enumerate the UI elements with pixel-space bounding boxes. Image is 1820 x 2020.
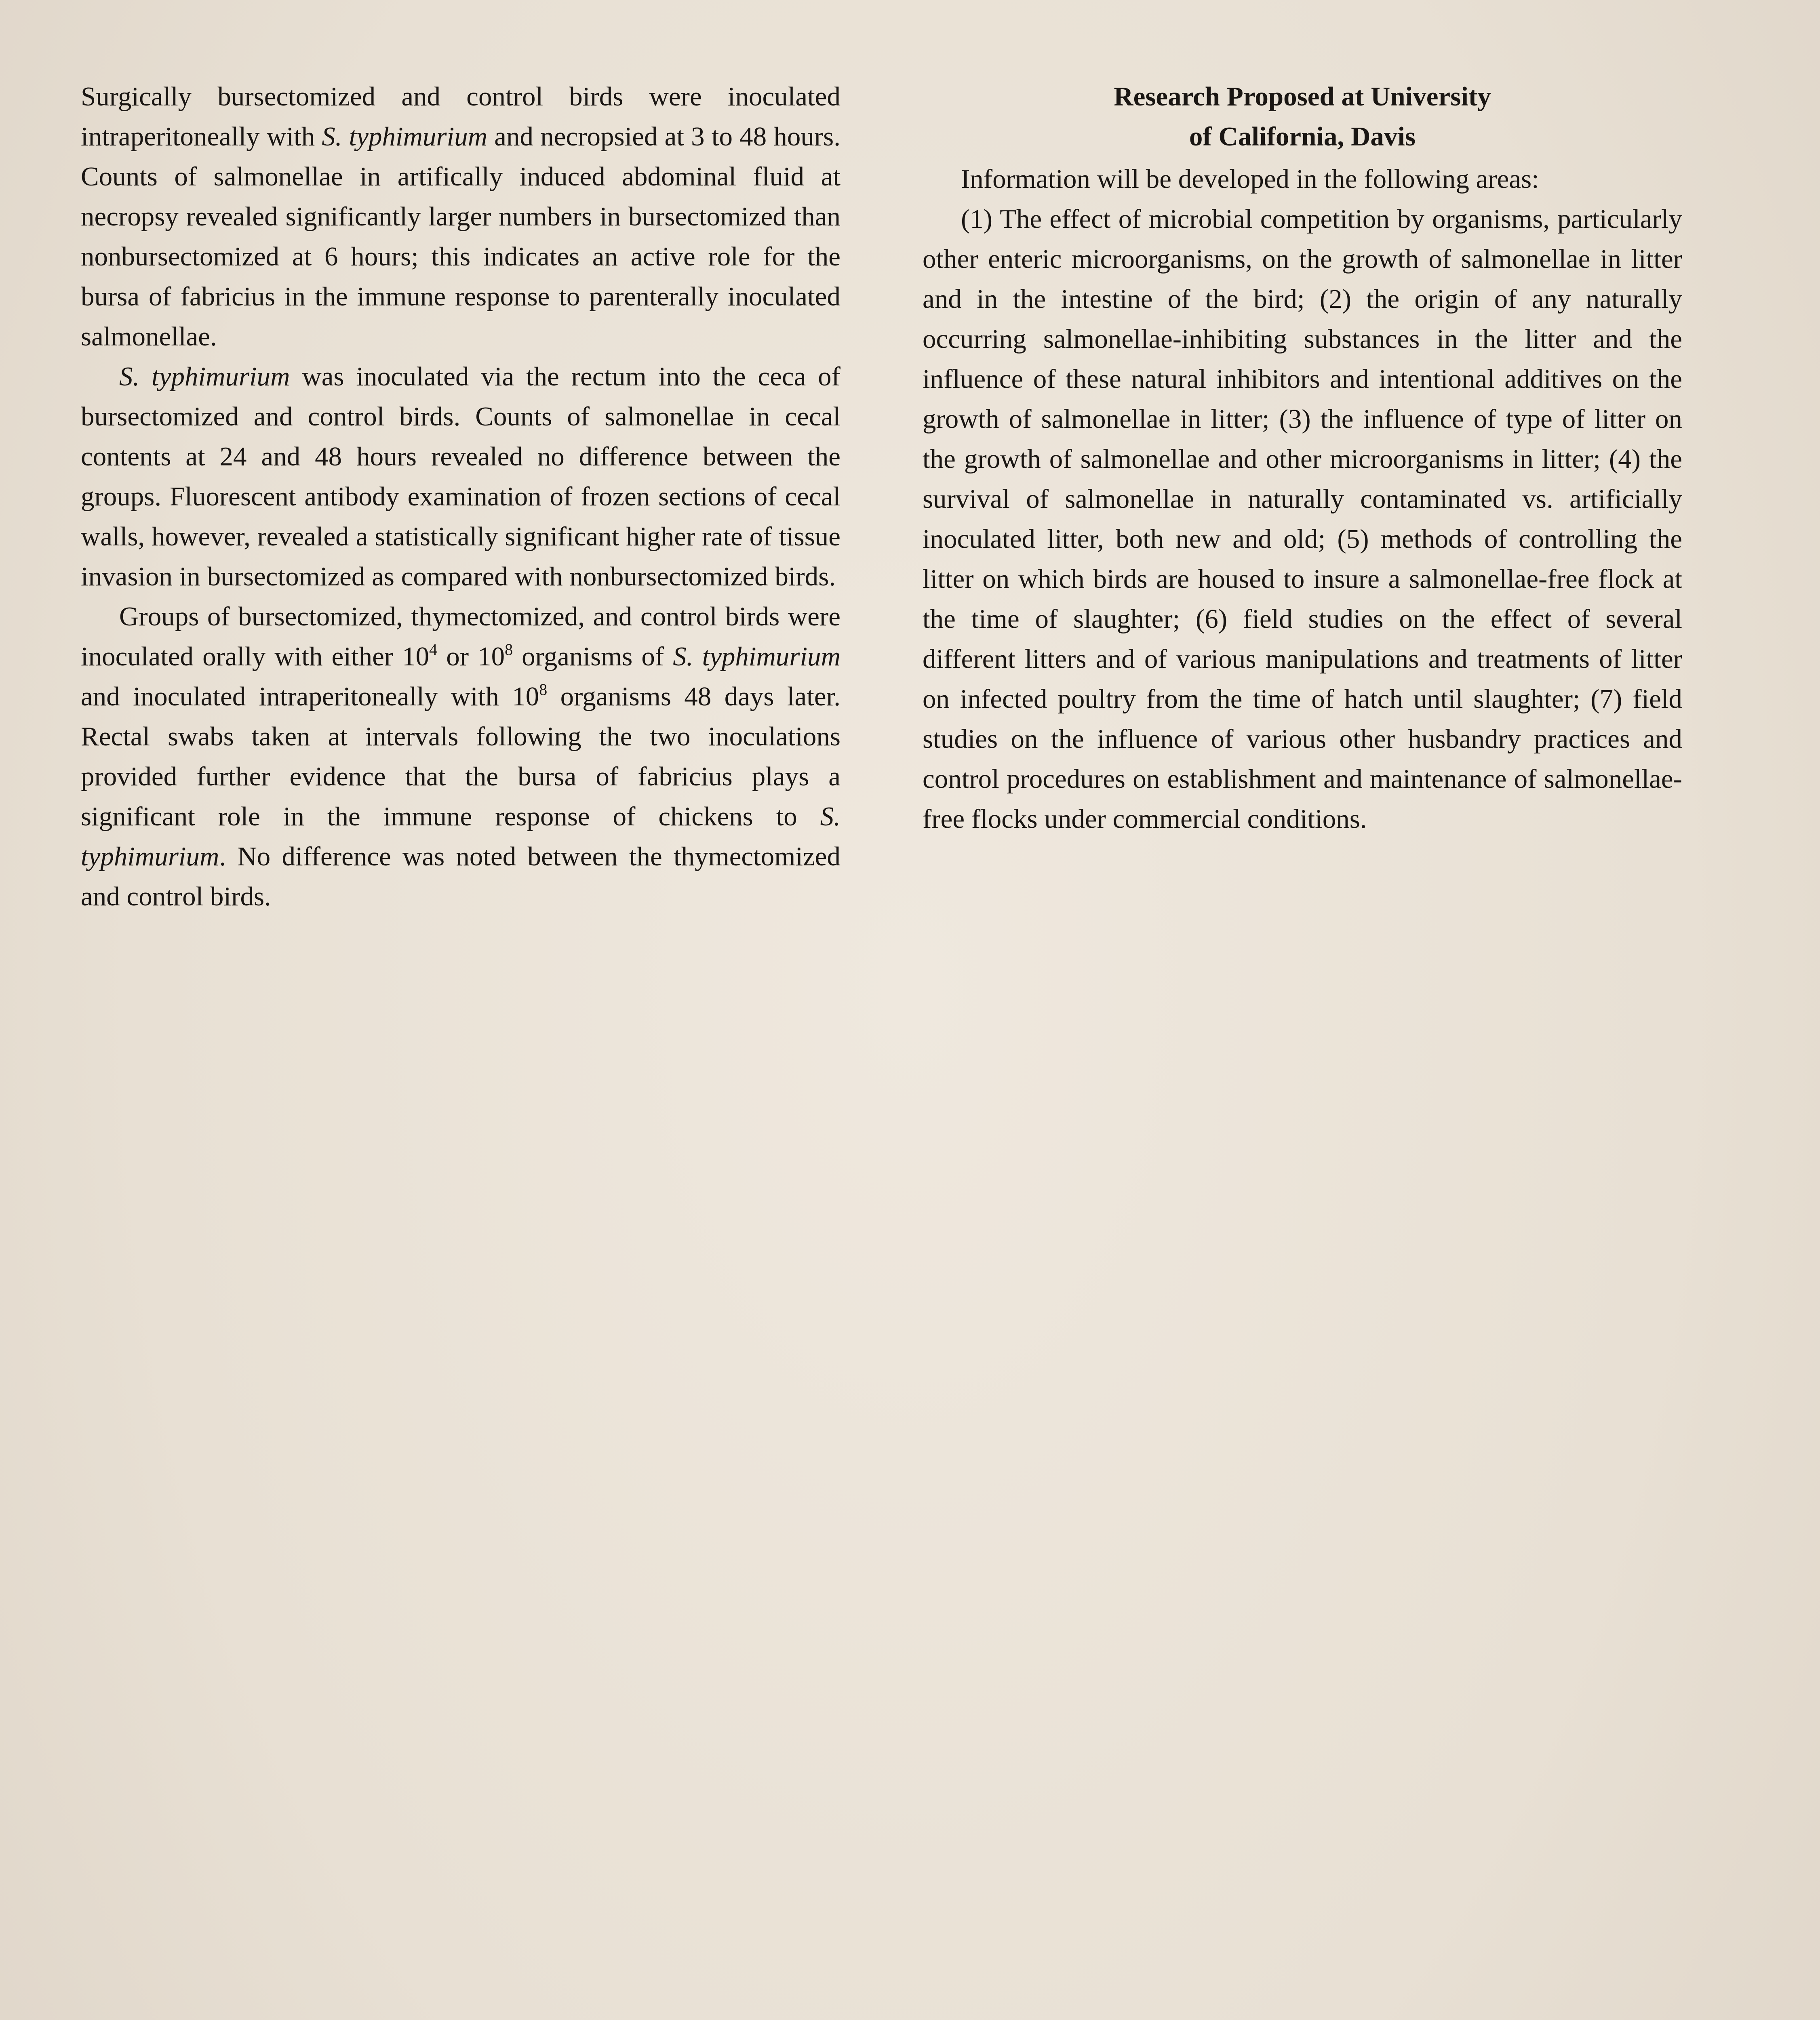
- paragraph-bursectomized-intraperitoneal: Surgically bursectomized and control birds were inoculated intraperitoneally with S. typhimurium and necropsied at 3 to 48 hours. Counts of salmonellae in artifically induced abdominal fluid at necropsy revealed significantly larger numbers in bursectomized than nonbursectomized at 6 hours; this indicates an active role for the bursa of fabricius in the immune response to parenterally inoculated salmonellae.: [81, 82, 840, 351]
- species-name: S. typhimurium: [81, 802, 840, 871]
- section-heading: [923, 77, 1682, 157]
- species-name: S. typhimurium: [119, 362, 290, 391]
- heading-line-1: Research Proposed at University: [1114, 82, 1491, 112]
- exponent: 8: [539, 680, 548, 699]
- research-areas-paragraph: (1) The effect of microbial competition by organisms, particularly other enteric microorganisms, on the growth of salmonellae in litter and in the intestine of the bird; (2) the origin of any naturally occurring salmonellae-inhibiting substances in the litter and the influence of these natural inhibitors and intentional additives on the growth of salmonellae in litter; (3) the influence of type of litter on the growth of salmonellae and other microorganisms in litter; (4) the survival of salmonellae in naturally contaminated vs. artificially inoculated litter, both new and old; (5) methods of controlling the litter on which birds are housed to insure a salmonellae-free flock at the time of slaughter; (6) field studies on the effect of several different litters and of various manipulations and treatments of litter on infected poultry from the time of hatch until slaughter; (7) field studies on the influence of various other husbandry practices and control procedures on establishment and maintenance of salmonellae-free flocks under commercial conditions.: [923, 204, 1682, 834]
- intro-paragraph: Information will be developed in the following areas:: [961, 164, 1539, 194]
- species-name: S. typhimurium: [322, 122, 488, 152]
- paragraph-oral-inoculation: Groups of bursectomized, thymectomized, and control birds were inoculated orally with either $10^4$ or $10^8$ organisms of S. typhimurium and inoculated intraperitoneally with $10^8$ organisms 48 days later. Rectal swabs taken at intervals following the two inoculations provided further evidence that the bursa of fabricius plays a significant role in the immune response of chickens to S. typhimurium. No difference was noted between the thymectomized and control birds.: [81, 602, 841, 911]
- heading-line-2: of California, Davis: [1189, 122, 1416, 152]
- left-text-column: [81, 77, 840, 917]
- exponent: 4: [429, 640, 438, 659]
- exponent: 8: [505, 640, 513, 659]
- right-text-column: [923, 77, 1682, 839]
- species-name: S. typhimurium: [673, 642, 841, 671]
- paragraph-rectal-inoculation: S. typhimurium was inoculated via the rectum into the ceca of bursectomized and control birds. Counts of salmonellae in cecal contents at 24 and 48 hours revealed no difference between the groups. Fluorescent antibody examination of frozen sections of cecal walls, however, revealed a statistically significant higher rate of tissue invasion in bursectomized as compared with nonbursectomized birds.: [81, 362, 840, 591]
